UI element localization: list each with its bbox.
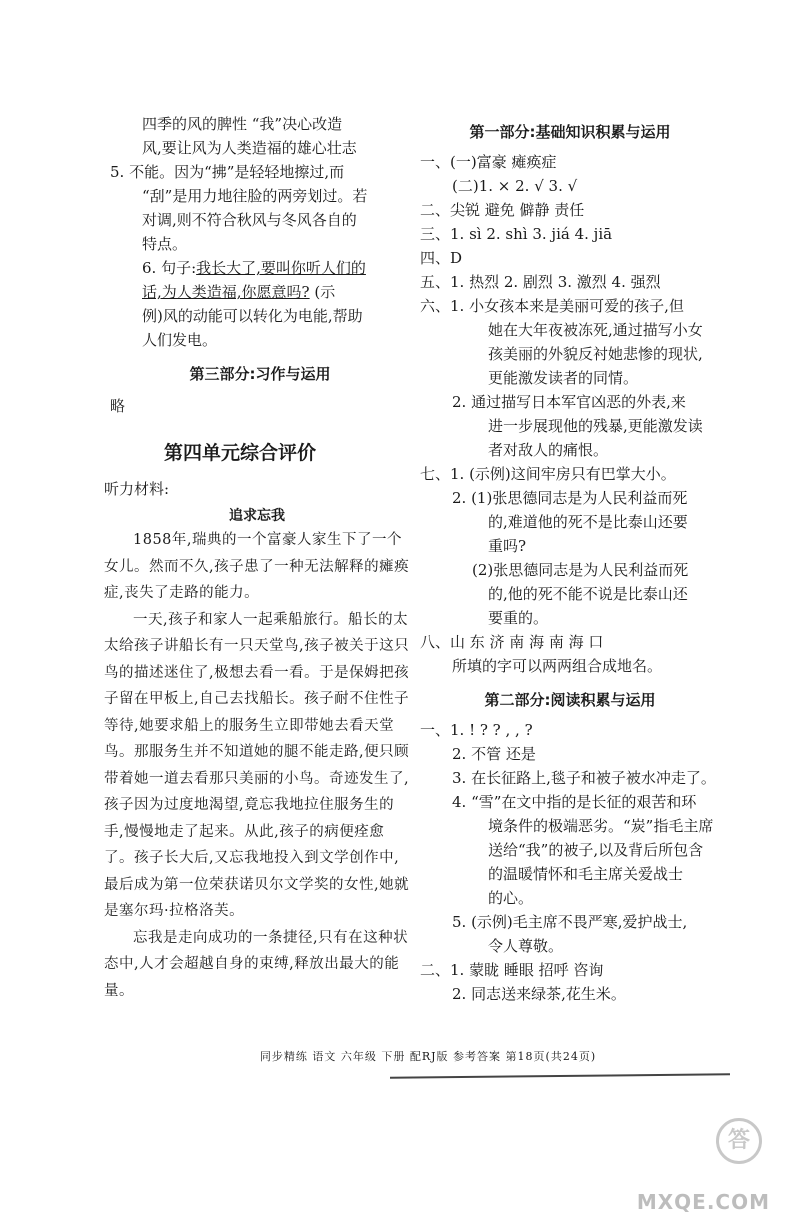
answer-line: “刮”是用力地往脸的两旁划过。若 bbox=[142, 187, 368, 205]
answer-line: 进一步展现他的残暴,更能激发读 bbox=[488, 417, 703, 435]
answer-6 bbox=[110, 256, 410, 280]
page-footer: 同步精练 语文 六年级 下册 配RJ版 参考答案 第18页(共24页) bbox=[259, 1050, 597, 1063]
unit-heading: 第四单元综合评价 bbox=[163, 442, 316, 464]
answer-line: 者对敌人的痛恨。 bbox=[488, 441, 609, 459]
part2-heading: 第二部分:阅读积累与运用 bbox=[484, 691, 656, 709]
answer-line: 5. (示例)毛主席不畏严寒,爱护战士, bbox=[452, 913, 688, 931]
answer-line: 五、1. 热烈 2. 剧烈 3. 激烈 4. 强烈 bbox=[420, 273, 661, 291]
answer-6-line-2 bbox=[110, 280, 410, 304]
answer-line: 重吗? bbox=[488, 537, 527, 555]
answer-line: 2. (1)张思德同志是为人民利益而死 bbox=[452, 489, 688, 507]
part2-answers bbox=[420, 718, 720, 1006]
answer-line: 2. 同志送来绿茶,花生米。 bbox=[452, 985, 626, 1003]
watermark-logo-icon: 答 bbox=[716, 1118, 762, 1164]
part1-heading: 第一部分:基础知识积累与运用 bbox=[469, 123, 671, 141]
answer-line: 更能激发读者的同情。 bbox=[488, 369, 639, 387]
watermark-url: MXQE.COM bbox=[636, 1190, 770, 1214]
answer-6-num: 6. 句子: bbox=[142, 259, 197, 277]
part1-answers bbox=[420, 150, 720, 678]
answer-line: (二)1. × 2. √ 3. √ bbox=[452, 177, 578, 195]
answer-line: 她在大年夜被冻死,通过描写小女 bbox=[488, 321, 703, 339]
answer-line: 一、(一)富豪 瘫痪症 bbox=[420, 153, 557, 171]
answer-line: 四季的风的脾性 “我”决心改造 bbox=[142, 115, 343, 133]
answer-line: 的心。 bbox=[488, 889, 534, 907]
answer-line: 六、1. 小女孩本来是美丽可爱的孩子,但 bbox=[420, 297, 684, 315]
answer-line: 四、D bbox=[420, 249, 463, 267]
story-title: 追求忘我 bbox=[229, 508, 285, 524]
answer-line: 的,他的死不能不说是比泰山还 bbox=[488, 585, 688, 603]
answer-line: 特点。 bbox=[142, 235, 188, 253]
answer-line: 4. “雪”在文中指的是长征的艰苦和环 bbox=[452, 793, 697, 811]
answer-line: 风,要让风为人类造福的雄心壮志 bbox=[142, 139, 357, 157]
answer-line: 2. 通过描写日本军官凶恶的外表,来 bbox=[452, 393, 686, 411]
part3-answer: 略 bbox=[110, 397, 126, 415]
left-column bbox=[104, 112, 410, 1004]
listening-label: 听力材料: bbox=[104, 480, 170, 498]
footer-rule bbox=[390, 1073, 730, 1079]
left-top-answers bbox=[110, 112, 410, 256]
answer-line: 的温暖情怀和毛主席关爱战士 bbox=[488, 865, 684, 883]
answer-line: 的,难道他的死不是比泰山还要 bbox=[488, 513, 688, 531]
answer-line: 境条件的极端恶劣。“炭”指毛主席 bbox=[488, 817, 714, 835]
answer-line: 对调,则不符合秋风与冬风各自的 bbox=[142, 211, 357, 229]
right-column bbox=[420, 112, 720, 1006]
answer-line: 送给“我”的被子,以及背后所包含 bbox=[488, 841, 704, 859]
story-paragraph: 1858年,瑞典的一个富豪人家生下了一个女儿。然而不久,孩子患了一种无法解释的瘫痪症,丧失了走路的能力。 bbox=[104, 532, 410, 601]
answer-line: 七、1. (示例)这间牢房只有巴掌大小。 bbox=[420, 465, 676, 483]
answer-line: 令人尊敬。 bbox=[488, 937, 564, 955]
answer-6-underline-2: 话,为人类造福,你愿意吗? bbox=[142, 283, 310, 301]
answer-line: 一、1. ! ? ? , , ? bbox=[420, 721, 533, 739]
story-body bbox=[104, 527, 410, 1004]
answer-6-line-3: 例)风的动能可以转化为电能,帮助 bbox=[142, 307, 363, 325]
answer-line: 二、尖锐 避免 僻静 责任 bbox=[420, 201, 585, 219]
part3-heading: 第三部分:习作与运用 bbox=[189, 365, 331, 383]
listening-section bbox=[104, 477, 410, 1004]
story-paragraph: 一天,孩子和家人一起乘船旅行。船长的太太给孩子讲船长有一只天堂鸟,孩子被关于这只鸟的描述迷住了,极想去看一看。于是保姆把孩子留在甲板上,自己去找船长。孩子耐不住性子等待,她要求船上的服务生立即带她去看天堂鸟。那服务生并不知道她的腿不能走路,便只顾带着她一道去看那只美丽的小鸟。奇迹发生了,孩子因为过度地渴望,竟忘我地拉住服务生的手,慢慢地走了起来。从此,孩子的病便痊愈了。孩子长大后,又忘我地投入到文学创作中,最后成为第一位荣获诺贝尔文学奖的女性,她就是塞尔玛·拉格洛芙。 bbox=[104, 611, 410, 919]
watermark bbox=[620, 1118, 770, 1214]
answer-6-rest: (示 bbox=[309, 283, 336, 301]
answer-line: 3. 在长征路上,毯子和被子被水冲走了。 bbox=[452, 769, 716, 787]
answer-line: 三、1. sì 2. shì 3. jiá 4. jiā bbox=[420, 225, 613, 243]
answer-6-underline-1: 我长大了,要叫你听人们的 bbox=[196, 259, 366, 277]
answer-6-line-4: 人们发电。 bbox=[142, 331, 218, 349]
answer-line: 二、1. 蒙眬 睡眼 招呼 咨询 bbox=[420, 961, 604, 979]
answer-line: 要重的。 bbox=[488, 609, 549, 627]
story-paragraph: 忘我是走向成功的一条捷径,只有在这种状态中,人才会超越自身的束缚,释放出最大的能量。 bbox=[104, 929, 409, 999]
answer-line: 八、山 东 济 南 海 南 海 口 bbox=[420, 633, 604, 651]
answer-line: (2)张思德同志是为人民利益而死 bbox=[472, 561, 689, 579]
answer-line: 5. 不能。因为“拂”是轻轻地擦过,而 bbox=[110, 163, 345, 181]
answer-line: 所填的字可以两两组合成地名。 bbox=[452, 657, 663, 675]
answer-line: 孩美丽的外貌反衬她悲惨的现状, bbox=[488, 345, 703, 363]
answer-line: 2. 不管 还是 bbox=[452, 745, 536, 763]
